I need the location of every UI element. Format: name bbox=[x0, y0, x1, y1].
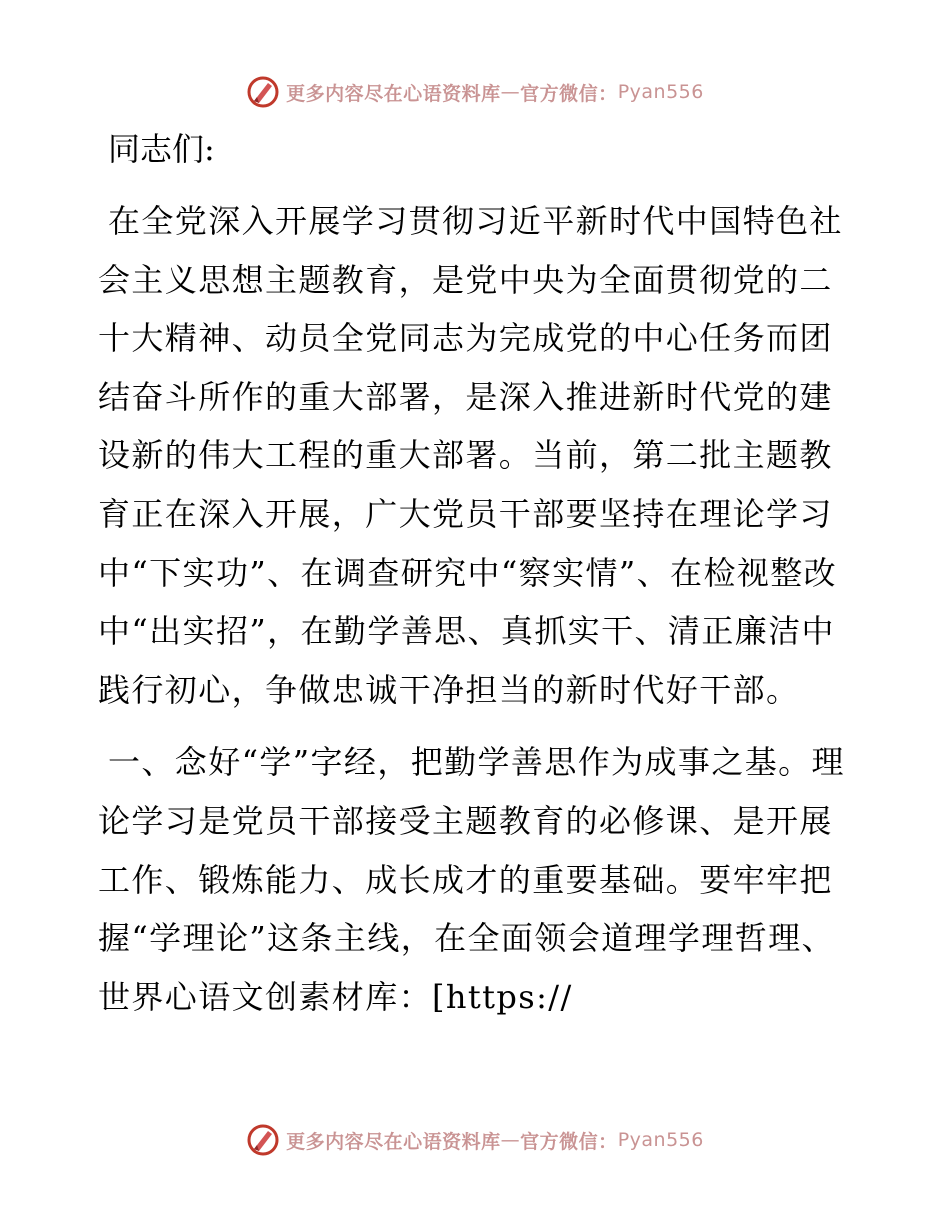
watermark-banner bbox=[246, 75, 704, 109]
watermark-wechat-id: Pyan556 bbox=[617, 1129, 704, 1151]
header-watermark bbox=[0, 72, 950, 112]
pen-logo-icon bbox=[246, 75, 280, 109]
salutation: 同志们: bbox=[108, 130, 215, 168]
watermark-wechat-label: 官方微信： bbox=[520, 1130, 618, 1153]
paragraph-intro: 在全党深入开展学习贯彻习近平新时代中国特色社会主义思想主题教育，是党中央为全面贯彻党的二十大精神、动员全党同志为完成党的中心任务而团结奋斗所作的重大部署，是深入推进新时代党的建设新的伟大工程的重大部署。当前，第二批主题教育正在深入开展，广大党员干部要坚持在理论学习中“下实功”、在调查研究中“察实情”、在检视整改中“出实招”，在勤学善思、真抓实干、清正廉洁中践行初心，争做忠诚干净担当的新时代好干部。 bbox=[98, 202, 843, 709]
footer-watermark bbox=[0, 1120, 950, 1160]
pen-logo-icon bbox=[246, 1123, 280, 1157]
watermark-wechat-id: Pyan556 bbox=[617, 81, 704, 103]
document-body bbox=[98, 120, 858, 1040]
watermark-text: 更多内容尽在心语资料库 bbox=[286, 82, 501, 105]
watermark-text: 更多内容尽在心语资料库 bbox=[286, 1130, 501, 1153]
watermark-banner-footer bbox=[246, 1123, 704, 1157]
watermark-wechat-label: 官方微信： bbox=[520, 82, 618, 105]
watermark-separator: — bbox=[500, 1129, 521, 1151]
watermark-separator: — bbox=[500, 81, 521, 103]
paragraph-section-one: 一、念好“学”字经，把勤学善思作为成事之基。理论学习是党员干部接受主题教育的必修课、是开展工作、锻炼能力、成长成才的重要基础。要牢牢把握“学理论”这条主线，在全面领会道理学理哲理、世界心语文创素材库：[https:// bbox=[98, 743, 845, 1016]
